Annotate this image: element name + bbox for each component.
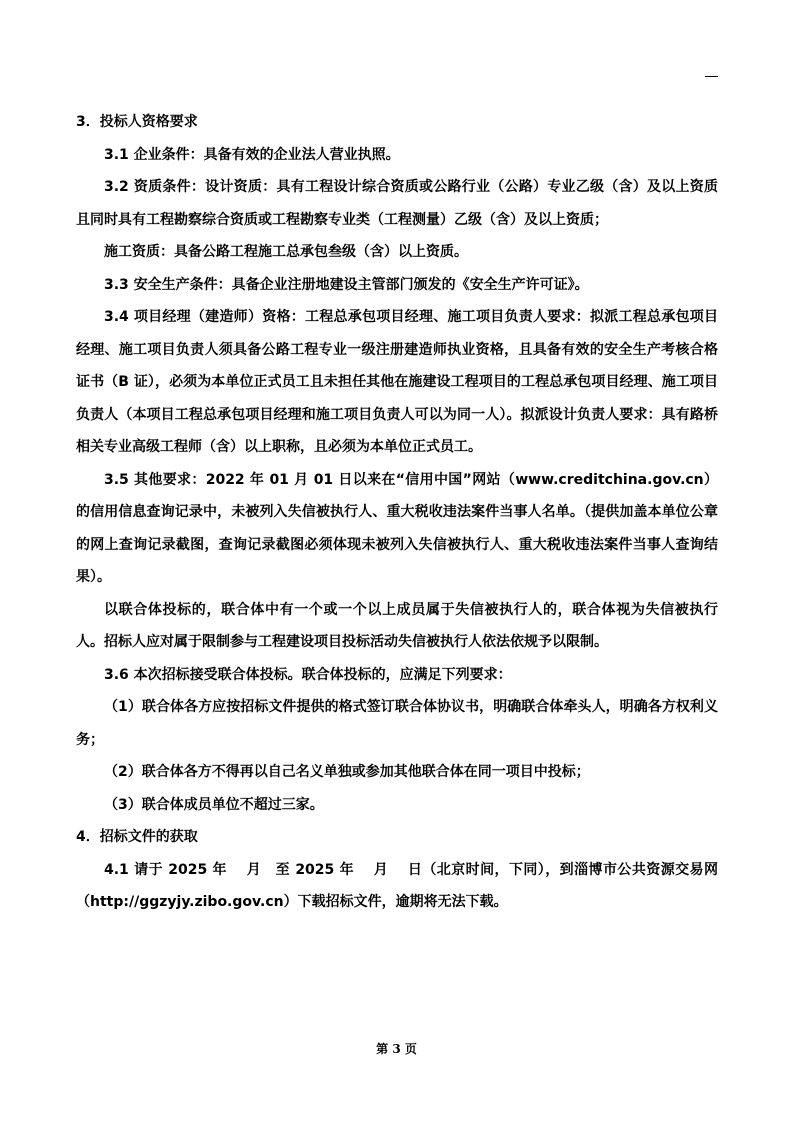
document-body	[76, 106, 718, 919]
clause-3-6-item-1: （1）联合体各方应按招标文件提供的格式签订联合体协议书，明确联合体牵头人，明确各方权利义务；	[76, 699, 718, 748]
clause-3-2-construction: 施工资质：具备公路工程施工总承包叁级（含）以上资质。	[104, 244, 468, 260]
clause-3-4: 3.4 项目经理（建造师）资格：工程总承包项目经理、施工项目负责人要求：拟派工程总承包项目经理、施工项目负责人须具备公路工程专业一级注册建造师执业资格，且具备有效的安全生产考核合格证书（B 证），必须为本单位正式员工且未担任其他在施建设工程项目的工程总承包项目经理、施工项目负责人（本项目工程总承包项目经理和施工项目负责人可以为同一人）。拟派设计负责人要求：具有路桥相关专业高级工程师（含）以上职称，且必须为本单位正式员工。	[76, 309, 718, 455]
clause-3-5-joint: 以联合体投标的，联合体中有一个或一个以上成员属于失信被执行人的，联合体视为失信被执行人。招标人应对属于限制参与工程建设项目投标活动失信被执行人依法依规予以限制。	[76, 601, 718, 650]
clause-3-3: 3.3 安全生产条件：具备企业注册地建设主管部门颁发的《安全生产许可证》。	[104, 276, 589, 293]
clause-3-6-item-3: （3）联合体成员单位不超过三家。	[104, 796, 324, 813]
clause-3-1: 3.1 企业条件：具备有效的企业法人营业执照。	[104, 146, 400, 163]
clause-3-6: 3.6 本次招标接受联合体投标。联合体投标的，应满足下列要求：	[104, 666, 512, 683]
clause-4-1: 4.1 请于 2025 年 月 至 2025 年 月 日（北京时间，下同），到淄博市公共资源交易网（http://ggzyjy.zibo.gov.cn）下载招标文件，逾期将无法下载。	[76, 861, 718, 910]
clause-3-2: 3.2 资质条件：设计资质：具有工程设计综合资质或公路行业（公路）专业乙级（含）及以上资质且同时具有工程勘察综合资质或工程勘察专业类（工程测量）乙级（含）及以上资质；	[76, 179, 718, 228]
clause-3-5: 3.5 其他要求：2022 年 01 月 01 日以来在“信用中国”网站（www.creditchina.gov.cn）的信用信息查询记录中，未被列入失信被执行人、重大税收违法案件当事人名单。（提供加盖本单位公章的网上查询记录截图，查询记录截图必须体现未被列入失信被执行人、重大税收违法案件当事人查询结果）。	[76, 471, 718, 585]
page-number: 第 3 页	[376, 1042, 417, 1056]
section-4-heading: 4．招标文件的获取	[76, 829, 198, 845]
clause-3-6-item-2: （2）联合体各方不得再以自己名义单独或参加其他联合体在同一项目中投标；	[104, 764, 590, 780]
section-3-heading: 3．投标人资格要求	[76, 114, 198, 130]
header-dash	[705, 76, 718, 77]
